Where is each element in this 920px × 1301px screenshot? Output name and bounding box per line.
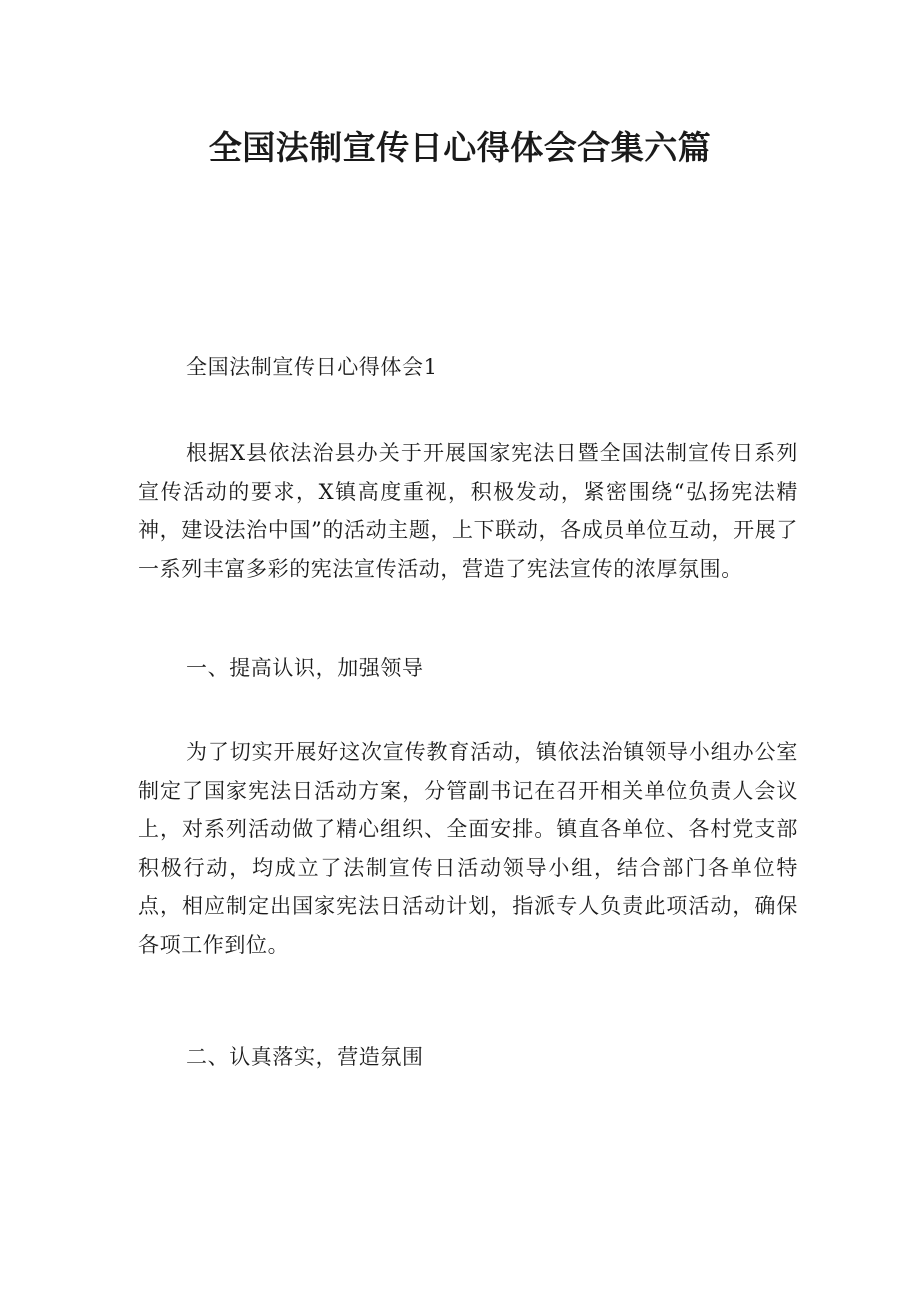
heading-raise-awareness: 一、提高认识，加强领导: [186, 656, 424, 680]
heading-implement: 二、认真落实，营造氛围: [186, 1045, 424, 1069]
paragraph-intro: 根据X县依法治县办关于开展国家宪法日暨全国法制宣传日系列宣传活动的要求，X镇高度重视，积极发动，紧密围绕“弘扬宪法精神，建设法治中国”的活动主题，上下联动，各成员单位互动，开展了一系列丰富多彩的宪法宣传活动，营造了宪法宣传的浓厚氛围。: [138, 441, 798, 581]
paragraph-organization: 为了切实开展好这次宣传教育活动，镇依法治镇领导小组办公室制定了国家宪法日活动方案，分管副书记在召开相关单位负责人会议上，对系列活动做了精心组织、全面安排。镇直各单位、各村党支部积极行动，均成立了法制宣传日活动领导小组，结合部门各单位特点，相应制定出国家宪法日活动计划，指派专人负责此项活动，确保各项工作到位。: [138, 740, 798, 957]
document-title: 全国法制宣传日心得体会合集六篇: [208, 128, 712, 167]
section-title: 全国法制宣传日心得体会1: [186, 355, 438, 379]
